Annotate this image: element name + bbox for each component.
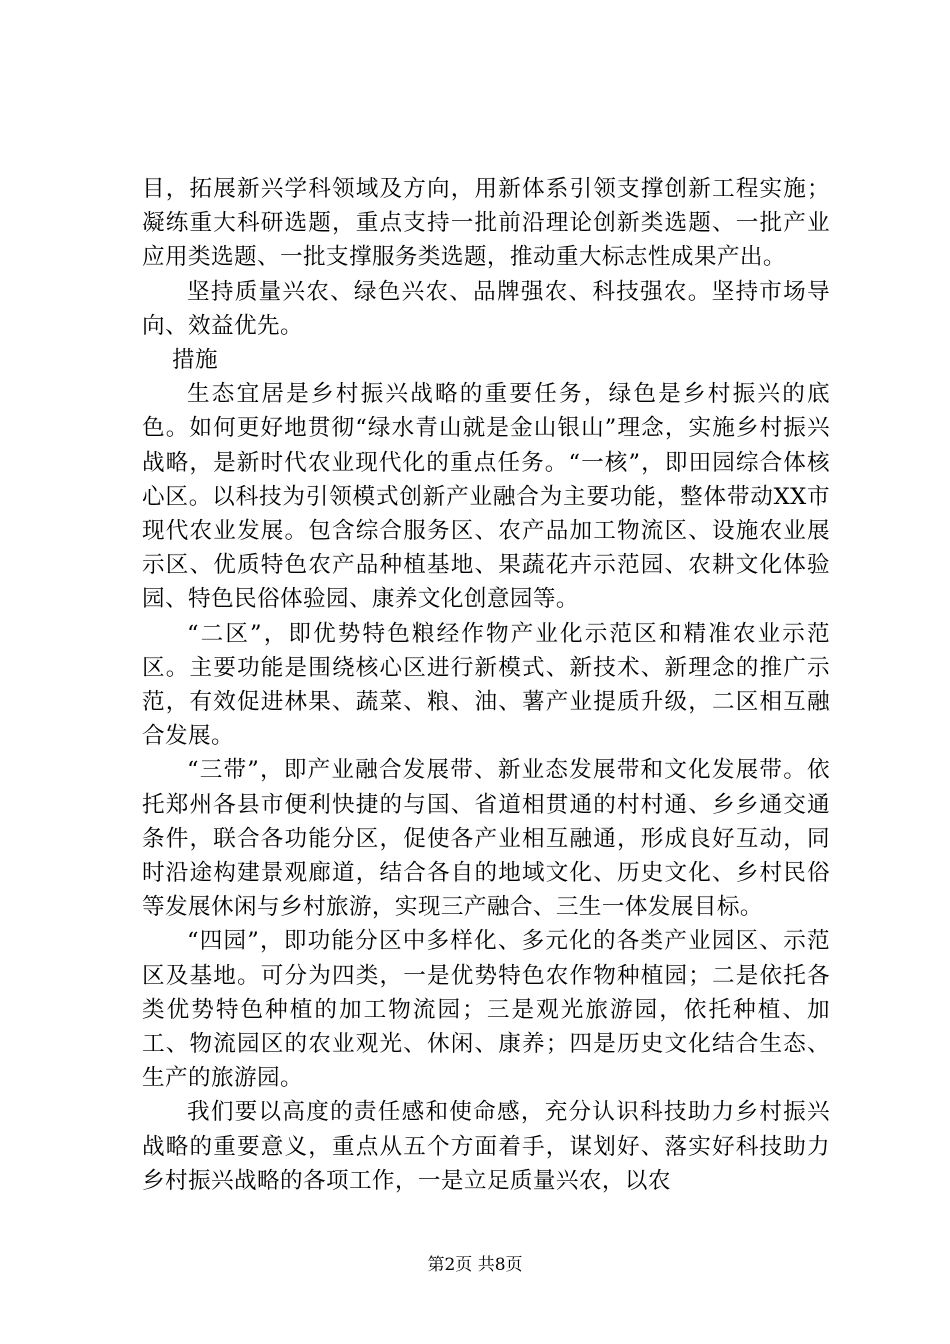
document-body bbox=[142, 172, 830, 1198]
paragraph-principles: 坚持质量兴农、绿色兴农、品牌强农、科技强农。坚持市场导向、效益优先。 bbox=[142, 278, 830, 339]
page-number-footer: 第2页 共8页 bbox=[427, 1255, 523, 1275]
paragraph-continuation: 目，拓展新兴学科领域及方向，用新体系引领支撑创新工程实施；凝练重大科研选题，重点支持一批前沿理论创新类选题、一批产业应用类选题、一批支撑服务类选题，推动重大标志性成果产出。 bbox=[142, 176, 830, 271]
paragraph-responsibility: 我们要以高度的责任感和使命感，充分认识科技助力乡村振兴战略的重要意义，重点从五个方面着手，谋划好、落实好科技助力乡村振兴战略的各项工作，一是立足质量兴农，以农 bbox=[142, 1099, 830, 1194]
paragraph-three-belts: “三带”，即产业融合发展带、新业态发展带和文化发展带。依托郑州各县市便利快捷的与国、省道相贯通的村村通、乡乡通交通条件，联合各功能分区，促使各产业相互融通，形成良好互动，同时沿途构建景观廊道，结合各自的地域文化、历史文化、乡村民俗等发展休闲与乡村旅游，实现三产融合、三生一体发展目标。 bbox=[142, 757, 830, 921]
section-heading-measures: 措施 bbox=[172, 347, 218, 374]
paragraph-one-core: 生态宜居是乡村振兴战略的重要任务，绿色是乡村振兴的底色。如何更好地贯彻“绿水青山就是金山银山”理念，实施乡村振兴战略，是新时代农业现代化的重点任务。“一核”，即田园综合体核心区。以科技为引领模式创新产业融合为主要功能，整体带动XX市现代农业发展。包含综合服务区、农产品加工物流区、设施农业展示区、优质特色农产品种植基地、果蔬花卉示范园、农耕文化体验园、特色民俗体验园、康养文化创意园等。 bbox=[142, 381, 830, 613]
paragraph-four-parks: “四园”，即功能分区中多样化、多元化的各类产业园区、示范区及基地。可分为四类，一是优势特色农作物种植园；二是依托各类优势特色种植的加工物流园；三是观光旅游园，依托种植、加工、物流园区的农业观光、休闲、康养；四是历史文化结合生态、生产的旅游园。 bbox=[142, 928, 830, 1092]
paragraph-two-zones: “二区”，即优势特色粮经作物产业化示范区和精准农业示范区。主要功能是围绕核心区进行新模式、新技术、新理念的推广示范，有效促进林果、蔬菜、粮、油、薯产业提质升级，二区相互融合发展。 bbox=[142, 620, 830, 750]
